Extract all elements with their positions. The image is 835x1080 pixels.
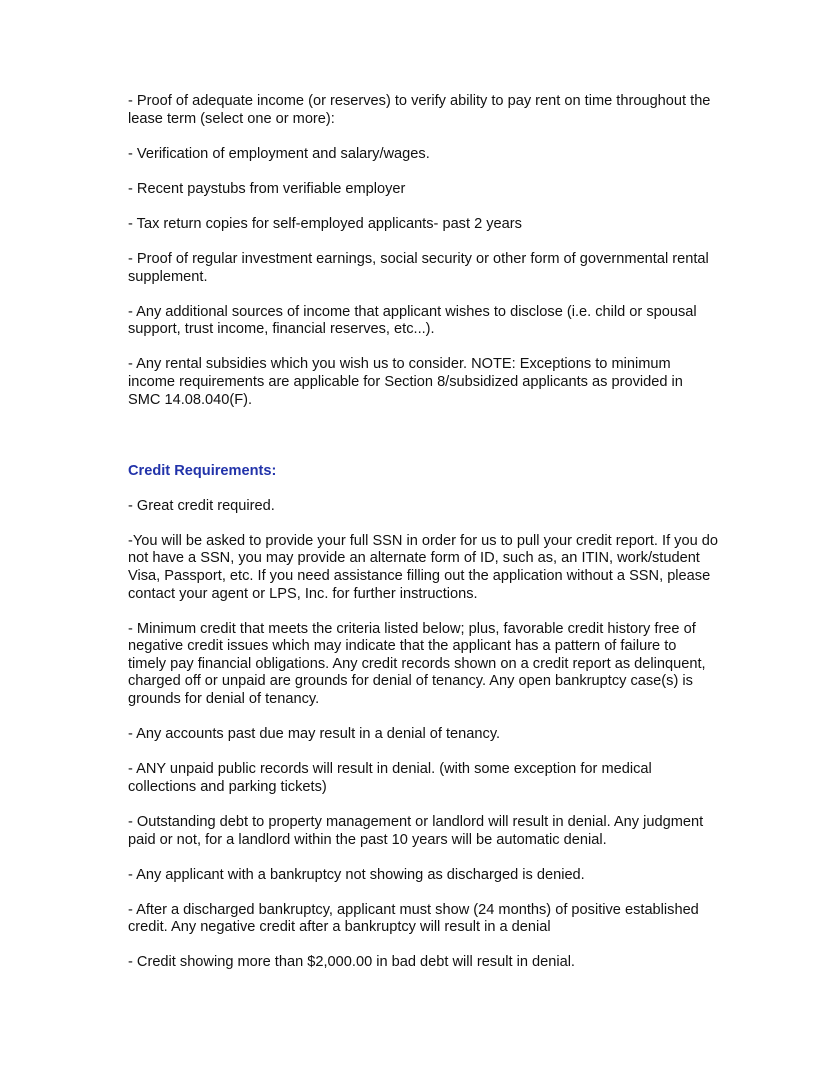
income-requirements-section [128, 93, 718, 409]
credit-item: -You will be asked to provide your full SSN in order for us to pull your credit report. If you do not have a SSN, you may provide an alternate form of ID, such as, an ITIN, work/student Visa, Passport, etc. If you need assistance filling out the application without a SSN, please contact your agent or LPS, Inc. for further instructions. [128, 532, 718, 602]
income-item: - Any additional sources of income that applicant wishes to disclose (i.e. child or spousal support, trust income, financial reserves, etc...). [128, 303, 697, 338]
income-item: - Proof of regular investment earnings, social security or other form of governmental rental supplement. [128, 250, 709, 285]
section-spacer [128, 427, 718, 463]
credit-item: - ANY unpaid public records will result in denial. (with some exception for medical collections and parking tickets) [128, 761, 652, 795]
credit-item: - Outstanding debt to property management or landlord will result in denial. Any judgment paid or not, for a landlord within the past 10 years will be automatic denial. [128, 813, 704, 848]
document-page [128, 93, 718, 990]
credit-item: - After a discharged bankruptcy, applicant must show (24 months) of positive established credit. Any negative credit after a bankruptcy will result in a denial [128, 901, 699, 936]
credit-item: - Minimum credit that meets the criteria listed below; plus, favorable credit history free of negative credit issues which may indicate that the applicant has a pattern of failure to timely pay financial obligations. Any credit records shown on a credit report as delinquent, charged off or unpaid are grounds for denial of tenancy. Any open bankruptcy case(s) is grounds for denial of tenancy. [128, 620, 706, 708]
section-heading: Credit Requirements: [128, 462, 277, 479]
credit-item: - Any accounts past due may result in a denial of tenancy. [128, 726, 501, 743]
income-item: - Proof of adequate income (or reserves) to verify ability to pay rent on time throughout the lease term (select one or more): [128, 93, 711, 127]
credit-requirements-section [128, 463, 718, 972]
income-item: - Any rental subsidies which you wish us to consider. NOTE: Exceptions to minimum income requirements are applicable for Section 8/subsidized applicants as provided in SMC 14.08.040(F). [128, 356, 683, 408]
income-item: - Recent paystubs from verifiable employer [128, 180, 406, 197]
credit-item: - Credit showing more than $2,000.00 in bad debt will result in denial. [128, 954, 575, 971]
income-item: - Tax return copies for self-employed applicants- past 2 years [128, 215, 522, 232]
credit-item: - Great credit required. [128, 497, 275, 514]
income-item: - Verification of employment and salary/wages. [128, 145, 430, 162]
credit-item: - Any applicant with a bankruptcy not showing as discharged is denied. [128, 866, 585, 883]
